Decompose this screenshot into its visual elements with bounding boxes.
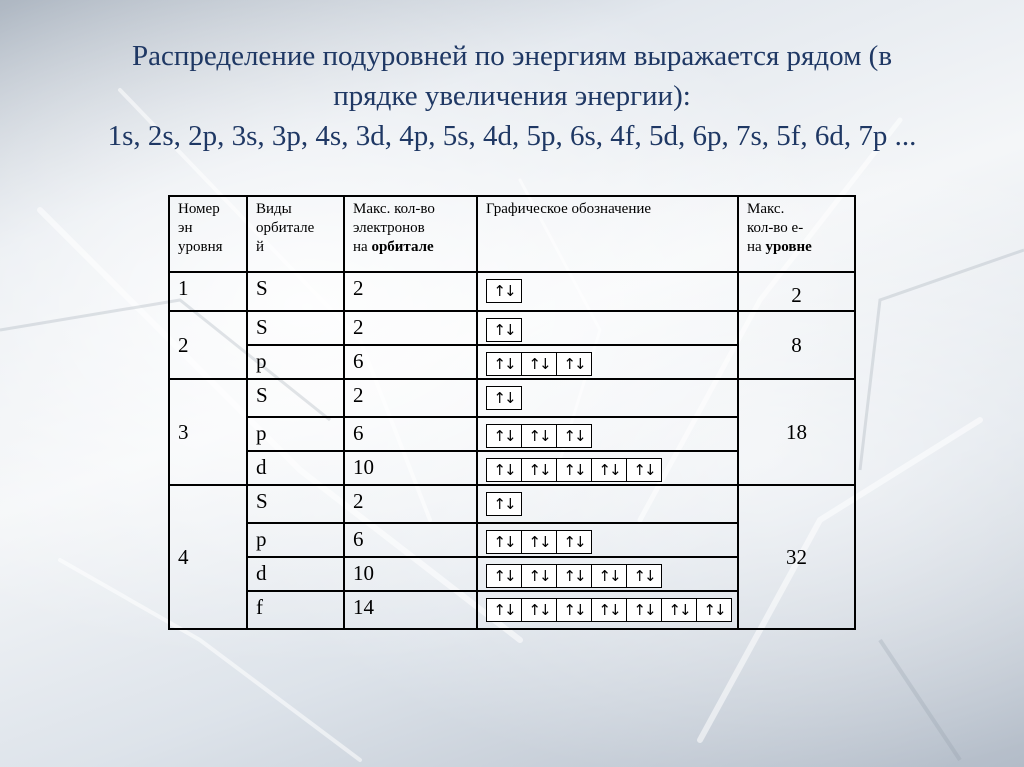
- orbital-type-cell: S: [247, 311, 344, 345]
- orbital-type-cell: S: [247, 379, 344, 417]
- max-electrons-orbital-cell: 6: [344, 523, 477, 557]
- max-electrons-orbital-cell: 2: [344, 272, 477, 311]
- orbital-boxes: [486, 318, 522, 342]
- orbital-cell: ↑↓: [493, 389, 515, 407]
- graphic-notation-cell: [477, 591, 738, 629]
- orbital-cell: ↑↓: [563, 355, 585, 373]
- orbital-cell: ↑↓: [563, 427, 585, 445]
- graphic-notation-cell: [477, 272, 738, 311]
- orbital-boxes: [486, 530, 592, 554]
- level-number-cell: 2: [169, 311, 247, 379]
- orbital-boxes: [486, 598, 732, 622]
- orbital-cell: ↑↓: [563, 533, 585, 551]
- header-level-number: Номер эн уровня: [169, 196, 247, 272]
- max-electrons-orbital-cell: 6: [344, 345, 477, 379]
- orbital-table: [168, 195, 856, 630]
- table-body: [169, 272, 855, 629]
- orbital-cell: ↑↓: [662, 599, 697, 621]
- orbital-type-cell: S: [247, 485, 344, 523]
- orbital-cell: ↑↓: [493, 495, 515, 513]
- max-electrons-level-cell: 32: [738, 485, 855, 629]
- orbital-boxes: [486, 424, 592, 448]
- table-header-row: [169, 196, 855, 272]
- header-orbital-types: Виды орбитале й: [247, 196, 344, 272]
- graphic-notation-cell: [477, 311, 738, 345]
- graphic-notation-cell: [477, 379, 738, 417]
- title-line-3: 1s, 2s, 2p, 3s, 3p, 4s, 3d, 4p, 5s, 4d, 5p, 6s, 4f, 5d, 6p, 7s, 5f, 6d, 7p ...: [107, 120, 917, 152]
- orbital-boxes: [486, 279, 522, 303]
- table-row: [169, 311, 855, 345]
- max-electrons-orbital-cell: 2: [344, 379, 477, 417]
- graphic-notation-cell: [477, 451, 738, 485]
- orbital-cell: ↑↓: [633, 461, 655, 479]
- orbital-type-cell: f: [247, 591, 344, 629]
- orbital-cell: ↑↓: [522, 459, 557, 481]
- orbital-cell: ↑↓: [592, 599, 627, 621]
- orbital-cell: ↑↓: [703, 601, 725, 619]
- table-row: [169, 272, 855, 311]
- max-electrons-level-cell: 18: [738, 379, 855, 485]
- level-number-cell: 3: [169, 379, 247, 485]
- orbital-cell: ↑↓: [592, 565, 627, 587]
- orbital-cell: ↑↓: [493, 321, 515, 339]
- orbital-cell: ↑↓: [522, 425, 557, 447]
- graphic-notation-cell: [477, 485, 738, 523]
- header-max-per-orbital: Макс. кол-во электронов на орбитале: [344, 196, 477, 272]
- orbital-cell: ↑↓: [557, 459, 592, 481]
- table-row: [169, 379, 855, 417]
- orbital-cell: ↑↓: [487, 531, 522, 553]
- orbital-cell: ↑↓: [557, 599, 592, 621]
- header-graphic-notation: Графическое обозначение: [477, 196, 738, 272]
- orbital-cell: ↑↓: [522, 531, 557, 553]
- title-line-1: Распределение подуровней по энергиям выражается рядом (в: [131, 40, 893, 72]
- orbital-boxes: [486, 352, 592, 376]
- orbital-type-cell: d: [247, 557, 344, 591]
- title-line-2: прядке увеличения энергии):: [333, 80, 691, 112]
- orbital-boxes: [486, 386, 522, 410]
- orbital-cell: ↑↓: [557, 565, 592, 587]
- slide-title: [20, 36, 1004, 156]
- orbital-cell: ↑↓: [487, 425, 522, 447]
- orbital-cell: ↑↓: [493, 282, 515, 300]
- orbital-boxes: [486, 458, 662, 482]
- orbital-cell: ↑↓: [522, 565, 557, 587]
- max-electrons-orbital-cell: 2: [344, 485, 477, 523]
- orbital-cell: ↑↓: [487, 353, 522, 375]
- max-electrons-orbital-cell: 14: [344, 591, 477, 629]
- orbital-cell: ↑↓: [487, 565, 522, 587]
- max-electrons-orbital-cell: 6: [344, 417, 477, 451]
- orbital-cell: ↑↓: [522, 599, 557, 621]
- orbital-cell: ↑↓: [592, 459, 627, 481]
- max-electrons-orbital-cell: 2: [344, 311, 477, 345]
- orbital-type-cell: p: [247, 345, 344, 379]
- graphic-notation-cell: [477, 345, 738, 379]
- graphic-notation-cell: [477, 417, 738, 451]
- orbital-cell: ↑↓: [487, 599, 522, 621]
- orbital-cell: ↑↓: [487, 459, 522, 481]
- max-electrons-orbital-cell: 10: [344, 451, 477, 485]
- graphic-notation-cell: [477, 523, 738, 557]
- level-number-cell: 4: [169, 485, 247, 629]
- orbital-type-cell: S: [247, 272, 344, 311]
- header-max-per-level: Макс. кол-во е- на уровне: [738, 196, 855, 272]
- max-electrons-orbital-cell: 10: [344, 557, 477, 591]
- level-number-cell: 1: [169, 272, 247, 311]
- max-electrons-level-cell: 2: [738, 272, 855, 311]
- orbital-cell: ↑↓: [633, 567, 655, 585]
- table-row: [169, 485, 855, 523]
- graphic-notation-cell: [477, 557, 738, 591]
- orbital-type-cell: p: [247, 523, 344, 557]
- orbital-boxes: [486, 564, 662, 588]
- max-electrons-level-cell: 8: [738, 311, 855, 379]
- orbital-type-cell: d: [247, 451, 344, 485]
- orbital-cell: ↑↓: [522, 353, 557, 375]
- orbital-boxes: [486, 492, 522, 516]
- orbital-cell: ↑↓: [627, 599, 662, 621]
- orbital-type-cell: p: [247, 417, 344, 451]
